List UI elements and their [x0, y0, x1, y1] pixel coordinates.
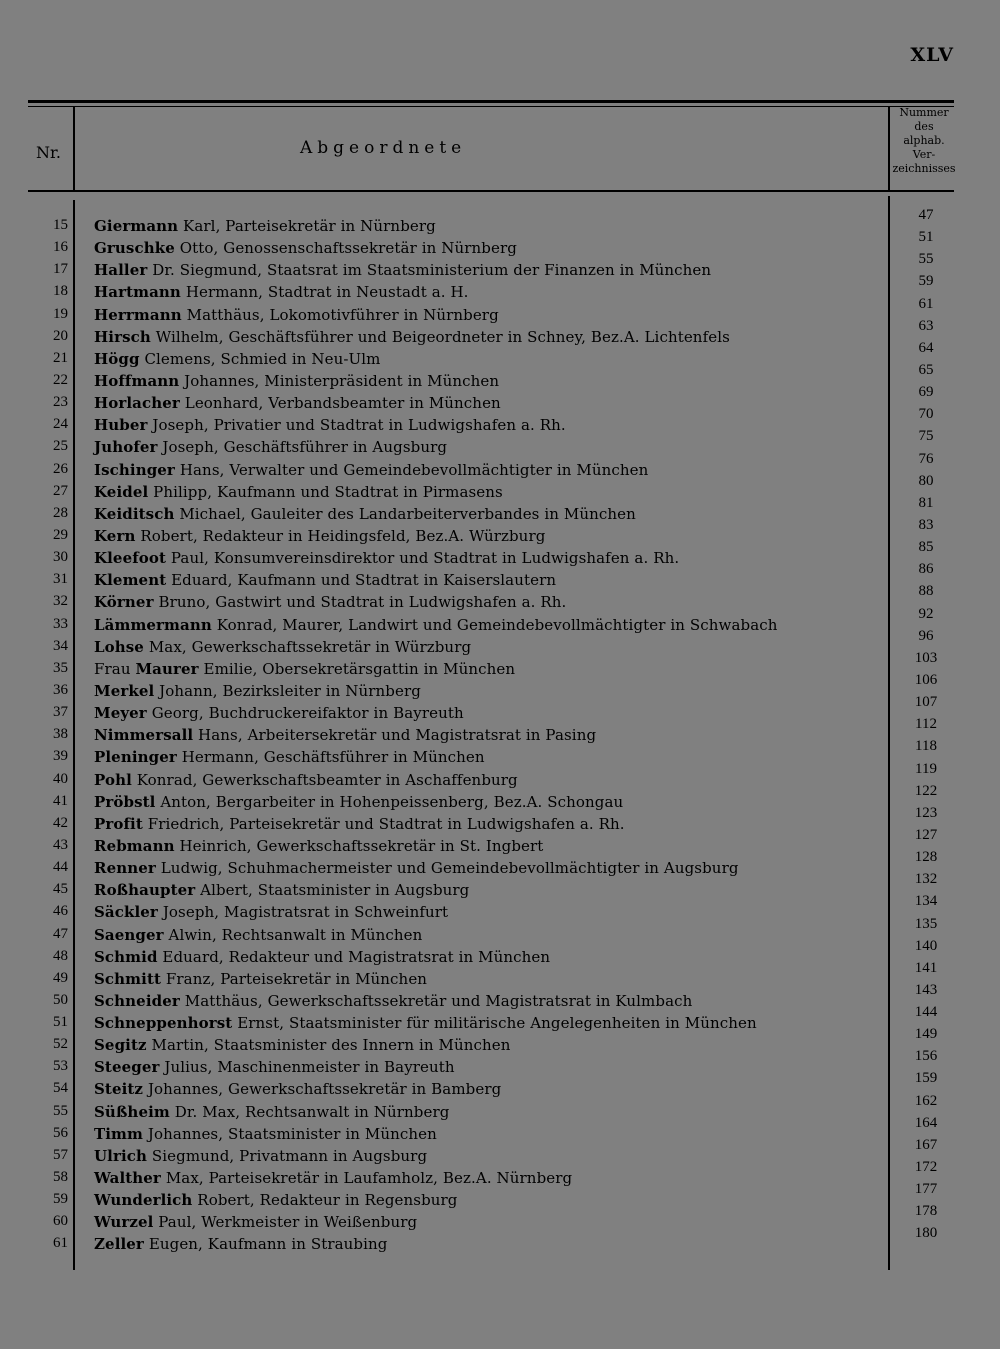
delegate-details: Joseph, Geschäftsführer in Augsburg [162, 438, 448, 457]
delegate-surname: Kern [94, 526, 136, 545]
delegate-entry [94, 881, 469, 899]
delegate-details: Johann, Bezirksleiter in Nürnberg [159, 681, 421, 700]
table-row [0, 317, 1000, 346]
delegate-details: Max, Gewerkschaftssekretär in Würzburg [148, 637, 472, 656]
delegate-entry [94, 771, 518, 789]
table-row [0, 804, 1000, 833]
index-number: 55 [918, 251, 934, 268]
delegate-details: Dr. Max, Rechtsanwalt in Nürnberg [174, 1102, 450, 1121]
delegate-entry [94, 1147, 427, 1165]
row-number: 30 [53, 549, 68, 566]
delegate-details: Joseph, Magistratsrat in Schweinfurt [162, 903, 449, 922]
row-number: 21 [53, 349, 68, 366]
delegate-entry [94, 660, 515, 678]
delegate-surname: Säckler [94, 903, 158, 922]
table-row [0, 1225, 1000, 1254]
delegate-details: Leonhard, Verbandsbeamter in München [184, 394, 501, 413]
row-number: 44 [53, 859, 68, 876]
delegate-entry [94, 638, 471, 656]
delegate-details: Friedrich, Parteisekretär und Stadtrat in Ludwigshafen a. Rh. [147, 814, 625, 833]
header-nummer-line: alphab. [903, 134, 945, 147]
index-number: 83 [918, 516, 934, 533]
header-nummer-line: des [914, 120, 934, 133]
row-number: 20 [53, 327, 68, 344]
delegate-surname: Klement [94, 571, 167, 590]
delegate-entry [94, 306, 499, 324]
table-row [0, 428, 1000, 457]
delegate-entry [94, 217, 436, 235]
delegate-entry [94, 438, 447, 456]
index-number: 149 [914, 1026, 938, 1043]
delegate-details: Eduard, Redakteur und Magistratsrat in München [162, 947, 551, 966]
index-number: 134 [914, 893, 938, 910]
delegate-details: Michael, Gauleiter des Landarbeiterverbandes in München [179, 504, 636, 523]
index-number: 107 [914, 694, 938, 711]
row-number: 40 [53, 770, 68, 787]
row-number: 61 [53, 1235, 68, 1252]
row-number: 19 [53, 305, 68, 322]
delegate-surname: Pleninger [94, 748, 177, 767]
row-number: 48 [53, 947, 68, 964]
delegate-details: Eugen, Kaufmann in Straubing [148, 1235, 388, 1254]
table-row [0, 849, 1000, 878]
delegate-details: Heinrich, Gewerkschaftssekretär in St. Ingbert [179, 836, 544, 855]
index-number: 47 [918, 207, 934, 223]
delegate-details: Johannes, Gewerkschaftssekretär in Bamberg [147, 1080, 502, 1099]
row-number: 24 [53, 416, 68, 433]
row-number: 50 [53, 991, 68, 1008]
delegate-details: Emilie, Obersekretärsgattin in München [203, 659, 516, 678]
index-number: 69 [918, 384, 934, 401]
index-number: 172 [914, 1159, 938, 1176]
table-row [0, 229, 1000, 258]
row-number: 17 [53, 261, 68, 278]
delegate-surname: Hirsch [94, 327, 151, 346]
delegate-entry [94, 571, 556, 589]
delegate-surname: Juhofer [94, 438, 158, 457]
index-number: 178 [914, 1203, 938, 1220]
delegate-surname: Walther [94, 1169, 161, 1188]
delegate-prefix: Frau [94, 659, 131, 678]
index-number: 106 [914, 671, 938, 688]
delegate-details: Siegmund, Privatmann in Augsburg [151, 1146, 428, 1165]
delegate-surname: Saenger [94, 925, 164, 944]
delegate-entry [94, 505, 636, 523]
index-number: 141 [914, 959, 938, 976]
delegate-surname: Huber [94, 416, 148, 435]
delegate-entry [94, 903, 448, 921]
delegate-entry [94, 483, 503, 501]
index-number: 118 [915, 738, 937, 755]
header-nummer-line: zeichnisses [892, 162, 956, 175]
index-number: 128 [914, 849, 938, 866]
row-number: 53 [53, 1058, 68, 1075]
index-number: 63 [918, 317, 934, 334]
table-row [0, 494, 1000, 523]
index-number: 135 [914, 915, 938, 932]
table-row [0, 760, 1000, 789]
row-number: 34 [53, 637, 68, 654]
delegate-surname: Schneppenhorst [94, 1014, 233, 1033]
row-number: 38 [53, 726, 68, 743]
delegate-entry [94, 527, 545, 545]
delegate-surname: Timm [94, 1124, 144, 1143]
index-number: 70 [918, 406, 934, 423]
delegate-surname: Renner [94, 859, 156, 878]
delegate-entry [94, 261, 711, 279]
index-number: 64 [918, 339, 934, 356]
delegate-entry [94, 726, 596, 744]
table-row [0, 981, 1000, 1010]
table-row [0, 450, 1000, 479]
delegate-entry [94, 593, 566, 611]
delegate-entry [94, 992, 692, 1010]
delegate-entry [94, 1169, 572, 1187]
delegate-details: Otto, Genossenschaftssekretär in Nürnberg [179, 239, 517, 258]
delegate-surname: Giermann [94, 217, 179, 235]
table-row [0, 1159, 1000, 1188]
row-number: 42 [53, 814, 68, 831]
delegate-details: Hermann, Stadtrat in Neustadt a. H. [185, 283, 469, 302]
delegate-surname: Steeger [94, 1058, 160, 1077]
delegate-surname: Haller [94, 261, 148, 280]
delegate-list [0, 207, 1000, 1254]
table-row [0, 207, 1000, 235]
delegate-surname: Hartmann [94, 283, 181, 302]
table-row [0, 295, 1000, 324]
delegate-surname: Schmitt [94, 969, 161, 988]
row-number: 26 [53, 460, 68, 477]
row-number: 28 [53, 504, 68, 521]
delegate-entry [94, 948, 550, 966]
delegate-surname: Körner [94, 593, 154, 612]
delegate-details: Martin, Staatsminister des Innern in München [151, 1036, 511, 1055]
row-number: 15 [53, 217, 68, 233]
delegate-entry [94, 1191, 458, 1209]
delegate-entry [94, 1014, 757, 1032]
row-number: 52 [53, 1036, 68, 1053]
header-nummer-line: Nummer [899, 106, 949, 119]
page-number: XLV [910, 44, 954, 66]
index-number: 162 [914, 1092, 938, 1109]
index-number: 59 [918, 273, 934, 290]
index-number: 164 [914, 1114, 938, 1131]
delegate-details: Eduard, Kaufmann und Stadtrat in Kaiserslautern [171, 571, 557, 590]
table-row [0, 871, 1000, 900]
delegate-surname: Steitz [94, 1080, 144, 1099]
table-top-rule [28, 100, 954, 103]
table-row [0, 1136, 1000, 1165]
delegate-entry [94, 1235, 387, 1253]
delegate-details: Julius, Maschinenmeister in Bayreuth [164, 1058, 455, 1077]
delegate-surname: Lohse [94, 637, 144, 656]
table-row [0, 1026, 1000, 1055]
delegate-entry [94, 682, 421, 700]
table-row [0, 893, 1000, 922]
table-row [0, 649, 1000, 678]
index-number: 123 [914, 804, 938, 821]
delegate-details: Philipp, Kaufmann und Stadtrat in Pirmasens [153, 482, 503, 501]
index-number: 132 [914, 871, 938, 888]
delegate-surname: Zeller [94, 1235, 144, 1254]
delegate-entry [94, 748, 485, 766]
delegate-entry [94, 350, 381, 368]
delegate-details: Ludwig, Schuhmachermeister und Gemeindebevollmächtigter in Augsburg [160, 859, 739, 878]
index-number: 112 [915, 716, 937, 733]
delegate-details: Franz, Parteisekretär in München [165, 969, 428, 988]
delegate-entry [94, 837, 543, 855]
delegate-entry [94, 461, 648, 479]
delegate-entry [94, 239, 517, 257]
header-nummer-line: Ver- [912, 148, 936, 161]
index-number: 122 [914, 782, 938, 799]
index-number: 85 [918, 539, 934, 556]
index-number: 96 [918, 627, 934, 644]
table-row [0, 406, 1000, 435]
delegate-surname: Merkel [94, 681, 155, 700]
delegate-details: Matthäus, Gewerkschaftssekretär und Magistratsrat in Kulmbach [184, 991, 693, 1010]
delegate-entry [94, 1080, 501, 1098]
delegate-entry [94, 704, 464, 722]
index-number: 177 [914, 1181, 938, 1198]
header-abgeordnete: Abgeordnete [300, 138, 467, 158]
delegate-entry [94, 416, 566, 434]
delegate-entry [94, 549, 679, 567]
delegate-surname: Keidel [94, 482, 149, 501]
index-number: 127 [914, 826, 938, 843]
table-row [0, 583, 1000, 612]
index-number: 86 [918, 561, 934, 578]
table-row [0, 716, 1000, 745]
row-number: 27 [53, 482, 68, 499]
index-number: 88 [918, 583, 934, 600]
delegate-details: Konrad, Gewerkschaftsbeamter in Aschaffenburg [136, 770, 518, 789]
delegate-surname: Schmid [94, 947, 158, 966]
table-row [0, 627, 1000, 656]
delegate-details: Johannes, Ministerpräsident in München [184, 371, 500, 390]
delegate-details: Karl, Parteisekretär in Nürnberg [183, 217, 436, 235]
table-row [0, 339, 1000, 368]
row-number: 57 [53, 1146, 68, 1163]
delegate-entry [94, 616, 778, 634]
row-number: 33 [53, 615, 68, 632]
delegate-details: Hermann, Geschäftsführer in München [181, 748, 485, 767]
delegate-surname: Pohl [94, 770, 132, 789]
delegate-details: Bruno, Gastwirt und Stadtrat in Ludwigshafen a. Rh. [158, 593, 567, 612]
row-number: 16 [53, 239, 68, 256]
index-number: 159 [914, 1070, 938, 1087]
delegate-surname: Rebmann [94, 836, 175, 855]
table-row [0, 251, 1000, 280]
row-number: 49 [53, 969, 68, 986]
table-row [0, 1070, 1000, 1099]
delegate-details: Dr. Siegmund, Staatsrat im Staatsministerium der Finanzen in München [152, 261, 712, 280]
table-row [0, 273, 1000, 302]
table-row [0, 671, 1000, 700]
delegate-entry [94, 793, 623, 811]
delegate-surname: Pröbstl [94, 792, 156, 811]
delegate-details: Anton, Bergarbeiter in Hohenpeissenberg, Bez.A. Schongau [160, 792, 624, 811]
table-row [0, 539, 1000, 568]
index-number: 81 [918, 494, 934, 511]
table-row [0, 1048, 1000, 1077]
index-number: 65 [918, 361, 934, 378]
row-number: 43 [53, 836, 68, 853]
delegate-surname: Nimmersall [94, 726, 194, 745]
delegate-surname: Wunderlich [94, 1191, 193, 1210]
delegate-surname: Maurer [135, 659, 199, 678]
delegate-surname: Herrmann [94, 305, 182, 324]
row-number: 54 [53, 1080, 68, 1097]
row-number: 25 [53, 438, 68, 455]
delegate-details: Alwin, Rechtsanwalt in München [168, 925, 423, 944]
row-number: 59 [53, 1191, 68, 1208]
delegate-surname: Kleefoot [94, 549, 167, 568]
table-row [0, 959, 1000, 988]
row-number: 29 [53, 526, 68, 543]
delegate-entry [94, 815, 625, 833]
header-nummer [890, 106, 958, 176]
index-number: 119 [915, 760, 937, 777]
index-number: 144 [914, 1004, 938, 1021]
delegate-surname: Wurzel [94, 1213, 154, 1232]
row-number: 51 [53, 1014, 68, 1031]
row-number: 32 [53, 593, 68, 610]
row-number: 60 [53, 1213, 68, 1230]
delegate-entry [94, 926, 422, 944]
row-number: 55 [53, 1102, 68, 1119]
row-number: 39 [53, 748, 68, 765]
delegate-surname: Schneider [94, 991, 180, 1010]
delegate-surname: Ischinger [94, 460, 175, 479]
delegate-details: Wilhelm, Geschäftsführer und Beigeordneter in Schney, Bez.A. Lichtenfels [155, 327, 730, 346]
delegate-entry [94, 328, 730, 346]
table-row [0, 1092, 1000, 1121]
delegate-details: Johannes, Staatsminister in München [147, 1124, 437, 1143]
row-number: 37 [53, 704, 68, 721]
delegate-entry [94, 1213, 417, 1231]
header-nr: Nr. [36, 143, 61, 162]
delegate-entry [94, 1103, 449, 1121]
index-number: 75 [918, 428, 934, 445]
delegate-surname: Profit [94, 814, 143, 833]
index-number: 156 [914, 1048, 938, 1065]
delegate-details: Max, Parteisekretär in Laufamholz, Bez.A. Nürnberg [165, 1169, 573, 1188]
table-row [0, 782, 1000, 811]
table-row [0, 1004, 1000, 1033]
delegate-entry [94, 372, 499, 390]
table-row [0, 694, 1000, 723]
delegate-entry [94, 1125, 437, 1143]
index-number: 92 [918, 605, 934, 622]
index-number: 80 [918, 472, 934, 489]
index-number: 61 [918, 295, 934, 312]
table-row [0, 561, 1000, 590]
delegate-surname: Roßhaupter [94, 881, 196, 900]
delegate-surname: Hoffmann [94, 371, 180, 390]
delegate-entry [94, 1058, 455, 1076]
delegate-details: Clemens, Schmied in Neu-Ulm [144, 349, 381, 368]
row-number: 36 [53, 681, 68, 698]
table-row [0, 826, 1000, 855]
delegate-surname: Ulrich [94, 1146, 148, 1165]
table-row [0, 384, 1000, 413]
table-row [0, 1114, 1000, 1143]
table-top-rule-thin [28, 106, 954, 107]
table-row [0, 516, 1000, 545]
delegate-details: Joseph, Privatier und Stadtrat in Ludwigshafen a. Rh. [152, 416, 566, 435]
row-number: 56 [53, 1124, 68, 1141]
table-row [0, 605, 1000, 634]
table-row [0, 1203, 1000, 1232]
delegate-details: Paul, Konsumvereinsdirektor und Stadtrat in Ludwigshafen a. Rh. [170, 549, 680, 568]
delegate-surname: Segitz [94, 1036, 147, 1055]
delegate-details: Ernst, Staatsminister für militärische Angelegenheiten in München [237, 1014, 757, 1033]
row-number: 18 [53, 283, 68, 300]
row-number: 41 [53, 792, 68, 809]
row-number: 45 [53, 881, 68, 898]
delegate-surname: Högg [94, 349, 140, 368]
delegate-details: Paul, Werkmeister in Weißenburg [158, 1213, 418, 1232]
delegate-surname: Süßheim [94, 1102, 170, 1121]
index-number: 180 [914, 1225, 938, 1242]
delegate-entry [94, 1036, 511, 1054]
table-row [0, 915, 1000, 944]
row-number: 58 [53, 1169, 68, 1186]
delegate-surname: Horlacher [94, 394, 180, 413]
table-row [0, 472, 1000, 501]
delegate-details: Georg, Buchdruckereifaktor in Bayreuth [151, 704, 464, 723]
index-number: 167 [914, 1136, 938, 1153]
index-number: 51 [918, 229, 934, 246]
delegate-surname: Gruschke [94, 239, 175, 258]
delegate-entry [94, 859, 739, 877]
delegate-entry [94, 283, 469, 301]
delegate-entry [94, 394, 501, 412]
delegate-surname: Meyer [94, 704, 147, 723]
table-row [0, 937, 1000, 966]
header-bottom-rule [28, 190, 954, 192]
delegate-details: Konrad, Maurer, Landwirt und Gemeindebevollmächtigter in Schwabach [216, 615, 778, 634]
delegate-details: Albert, Staatsminister in Augsburg [200, 881, 470, 900]
delegate-surname: Lämmermann [94, 615, 212, 634]
delegate-details: Robert, Redakteur in Heidingsfeld, Bez.A. Würzburg [140, 526, 546, 545]
delegate-details: Robert, Redakteur in Regensburg [197, 1191, 458, 1210]
row-number: 47 [53, 925, 68, 942]
delegate-entry [94, 970, 427, 988]
index-number: 103 [914, 649, 938, 666]
row-number: 22 [53, 371, 68, 388]
column-divider-left [73, 106, 75, 192]
table-row [0, 361, 1000, 390]
delegate-details: Hans, Verwalter und Gemeindebevollmächtigter in München [179, 460, 649, 479]
table-row [0, 738, 1000, 767]
row-number: 35 [53, 659, 68, 676]
row-number: 31 [53, 571, 68, 588]
row-number: 23 [53, 394, 68, 411]
index-number: 140 [914, 937, 938, 954]
index-number: 76 [918, 450, 934, 467]
index-number: 143 [914, 981, 938, 998]
delegate-surname: Keiditsch [94, 504, 175, 523]
table-row [0, 1181, 1000, 1210]
row-number: 46 [53, 903, 68, 920]
delegate-details: Hans, Arbeitersekretär und Magistratsrat in Pasing [198, 726, 597, 745]
delegate-details: Matthäus, Lokomotivführer in Nürnberg [186, 305, 499, 324]
